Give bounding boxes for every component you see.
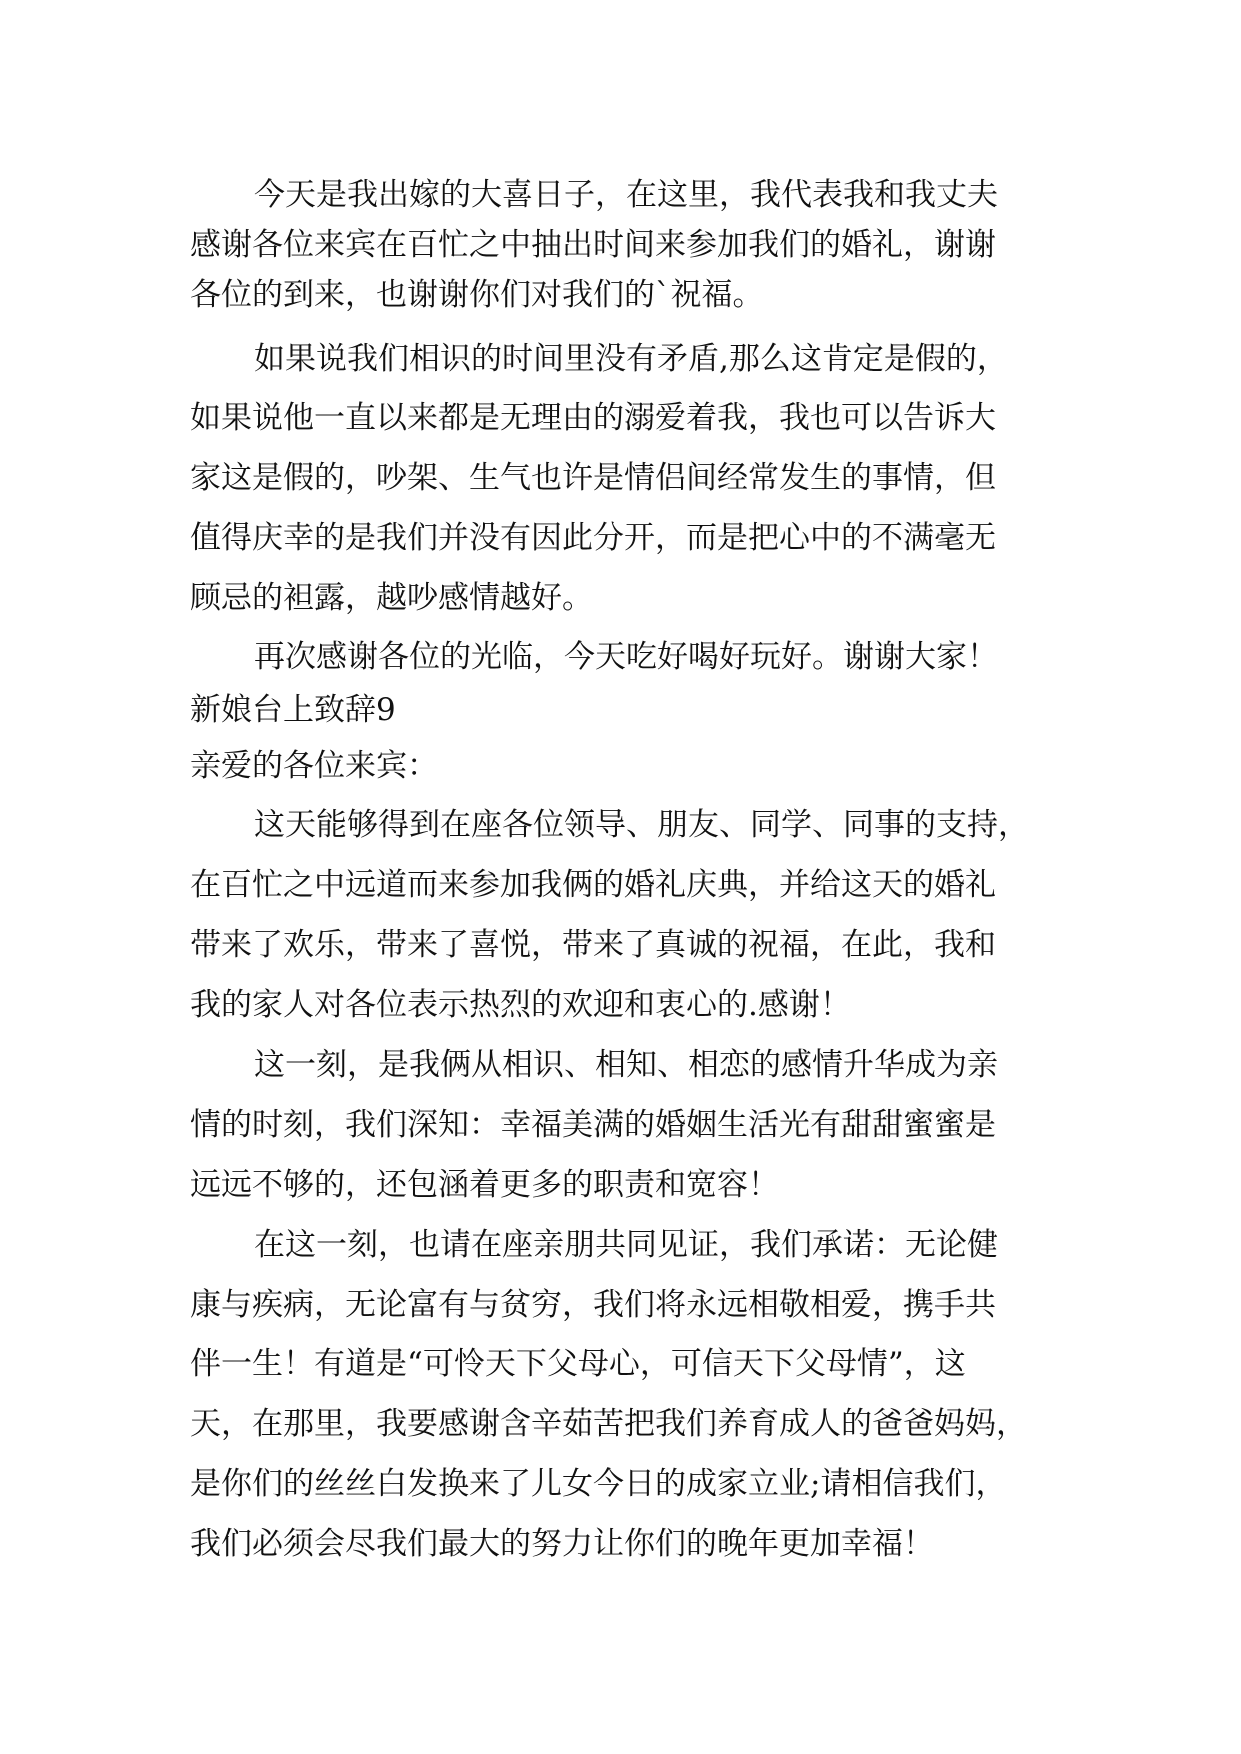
text-line: 这天能够得到在座各位领导、朋友、同学、同事的支持， <box>254 807 1029 843</box>
text-line: 这一刻，是我俩从相识、相知、相恋的感情升华成为亲 <box>254 1047 998 1083</box>
text-line: 情的时刻，我们深知：幸福美满的婚姻生活光有甜甜蜜蜜是 <box>190 1107 996 1143</box>
text-line: 伴一生！有道是“可怜天下父母心，可信天下父母情”，这 <box>190 1346 966 1382</box>
salutation: 亲爱的各位来宾： <box>190 748 438 784</box>
text-line: 我的家人对各位表示热烈的欢迎和衷心的.感谢！ <box>190 987 851 1023</box>
text-line: 远远不够的，还包涵着更多的职责和宽容！ <box>190 1167 779 1203</box>
text-line: 值得庆幸的是我们并没有因此分开，而是把心中的不满毫无 <box>190 520 996 556</box>
text-line: 如果说我们相识的时间里没有矛盾,那么这肯定是假的， <box>254 341 1008 377</box>
section-heading: 新娘台上致辞9 <box>190 692 396 728</box>
text-line: 康与疾病，无论富有与贫穷，我们将永远相敬相爱，携手共 <box>190 1287 996 1323</box>
text-line: 今天是我出嫁的大喜日子，在这里，我代表我和我丈夫 <box>254 177 998 213</box>
text-line: 带来了欢乐，带来了喜悦，带来了真诚的祝福，在此，我和 <box>190 927 996 963</box>
text-line: 各位的到来，也谢谢你们对我们的`祝福。 <box>190 277 764 313</box>
text-line: 在这一刻，也请在座亲朋共同见证，我们承诺：无论健 <box>254 1227 998 1263</box>
text-line: 再次感谢各位的光临，今天吃好喝好玩好。谢谢大家！ <box>254 639 998 675</box>
text-line: 在百忙之中远道而来参加我俩的婚礼庆典，并给这天的婚礼 <box>190 867 996 903</box>
text-line: 顾忌的袒露，越吵感情越好。 <box>190 580 593 616</box>
text-line: 感谢各位来宾在百忙之中抽出时间来参加我们的婚礼，谢谢 <box>190 227 996 263</box>
text-line: 天，在那里，我要感谢含辛茹苦把我们养育成人的爸爸妈妈， <box>190 1406 1027 1442</box>
text-line: 家这是假的，吵架、生气也许是情侣间经常发生的事情，但 <box>190 460 996 496</box>
text-line: 我们必须会尽我们最大的努力让你们的晚年更加幸福！ <box>190 1526 934 1562</box>
text-line: 是你们的丝丝白发换来了儿女今日的成家立业;请相信我们， <box>190 1466 1007 1502</box>
text-line: 如果说他一直以来都是无理由的溺爱着我，我也可以告诉大 <box>190 400 996 436</box>
